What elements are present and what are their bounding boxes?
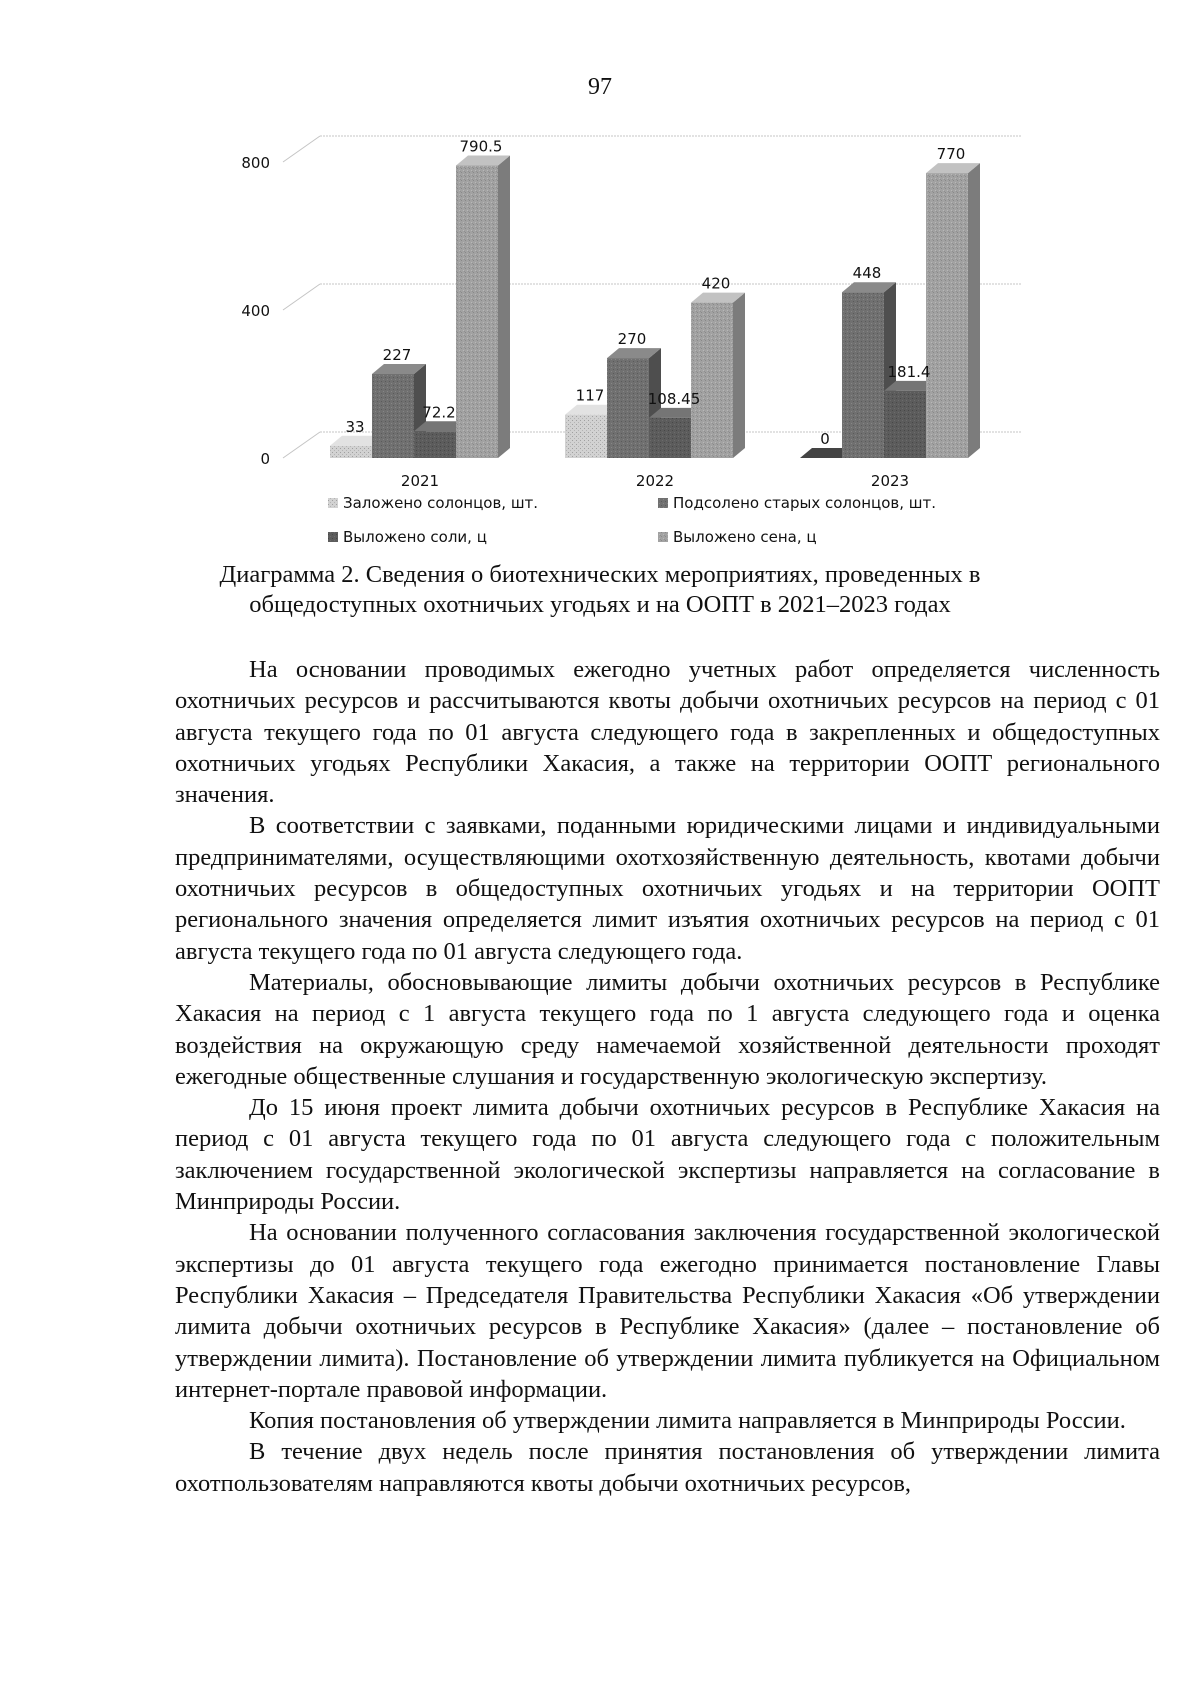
paragraph: В течение двух недель после принятия постановления об утверждении лимита охотпользователям направляются квоты добычи охотничьих ресурсов, [175, 1438, 1160, 1497]
paragraph: В соответствии с заявками, поданными юридическими лицами и индивидуальными предпринимателями, осуществляющими охотхозяйственную деятельность, квотами добычи охотничьих ресурсов в общедоступных охотничьих угодьях и на территории ООПТ регионального значения определяется лимит изъятия охотничьих ресурсов на период с 01 августа текущего года по 01 августа следующего года. [175, 812, 1160, 965]
bar-front [691, 303, 733, 458]
paragraph: На основании проводимых ежегодно учетных работ определяется численность охотничьих ресурсов и рассчитываются квоты добычи охотничьих ресурсов на период с 01 августа текущего года по 01 августа следующего года в закрепленных и общедоступных охотничьих угодьях Республики Хакасия, а также на территории ООПТ регионального значения. [175, 656, 1160, 809]
bar-value-label: 420 [701, 274, 731, 293]
bar-side [733, 293, 745, 458]
bar-value-label: 790.5 [459, 137, 503, 156]
paragraph: На основании полученного согласования заключения государственной экологической экспертизы до 01 августа текущего года ежегодно принимается постановление Главы Республики Хакасия – Председателя Правительства Республики Хакасия «Об утверждении лимита добычи охотничьих ресурсов в Республике Хакасия» (далее – постановление об утверждении лимита). Постановление об утверждении лимита публикуется на Официальном интернет-портале правовой информации. [175, 1219, 1160, 1403]
bar-value-label: 117 [575, 386, 605, 405]
caption-line-1: Диаграмма 2. Сведения о биотехнических мероприятиях, проведенных в [219, 561, 981, 588]
x-tick-label: 2023 [870, 472, 910, 490]
legend-swatch [658, 498, 668, 508]
bar-value-label: 72.2 [422, 403, 456, 422]
legend-label: Выложено соли, ц [343, 528, 487, 546]
legend-item [658, 494, 936, 512]
bar-front [565, 415, 607, 458]
y-tick-label: 800 [241, 154, 270, 172]
x-tick-label: 2022 [635, 472, 675, 490]
bar-front [372, 374, 414, 458]
gridline-diagonal [283, 136, 320, 162]
bar [926, 163, 980, 458]
body-text [175, 654, 1160, 1499]
paragraph: До 15 июня проект лимита добычи охотничьих ресурсов в Республике Хакасия на период с 01 августа текущего года по 01 августа следующего года с положительным заключением государственной экологической экспертизы направляется на согласование в Минприроды России. [175, 1094, 1160, 1216]
page-number: 97 [588, 74, 612, 100]
legend-swatch [658, 532, 668, 542]
legend-item [328, 528, 487, 546]
y-tick-label: 400 [241, 302, 270, 320]
bar-front [456, 166, 498, 458]
bar-value-label: 108.45 [647, 389, 701, 408]
legend-label: Выложено сена, ц [673, 528, 817, 546]
x-tick-label: 2021 [400, 472, 440, 490]
bar-value-label: 0 [820, 430, 830, 448]
bar [691, 293, 745, 458]
legend-item [328, 494, 538, 512]
bar-value-label: 448 [852, 264, 882, 283]
bar [456, 156, 510, 458]
bar-front [330, 446, 372, 458]
y-tick-label: 0 [260, 450, 270, 468]
bar-front [649, 418, 691, 458]
paragraph: Копия постановления об утверждении лимита направляется в Минприроды России. [249, 1407, 1126, 1435]
bar-value-label: 181.4 [887, 362, 931, 381]
bar-value-label: 270 [617, 330, 647, 349]
legend-swatch [328, 498, 338, 508]
bar-front [607, 358, 649, 458]
bar-side [498, 156, 510, 458]
chart-caption [200, 560, 1000, 620]
bar-front [884, 391, 926, 458]
gridline-diagonal [283, 284, 320, 310]
bar-front [414, 431, 456, 458]
caption-line-2: общедоступных охотничьих угодьях и на ООПТ в 2021–2023 годах [249, 591, 951, 618]
paragraph: Материалы, обосновывающие лимиты добычи охотничьих ресурсов в Республике Хакасия на период с 1 августа текущего года по 1 августа следующего года и оценка воздействия на окружающую среду намечаемой хозяйственной деятельности проходят ежегодные общественные слушания и государственную экологическую экспертизу. [175, 968, 1160, 1090]
bar-value-label: 770 [936, 145, 966, 164]
bar-side [968, 163, 980, 458]
biotech-bar-chart [0, 0, 1200, 560]
legend-label: Подсолено старых солонцов, шт. [673, 494, 936, 512]
legend-item [658, 528, 817, 546]
legend-label: Заложено солонцов, шт. [343, 494, 539, 512]
bar-value-label: 33 [345, 417, 365, 436]
gridline-diagonal [283, 432, 320, 458]
bar-front [926, 173, 968, 458]
legend-swatch [328, 532, 338, 542]
bar-front [842, 292, 884, 458]
bar-value-label: 227 [382, 346, 412, 365]
